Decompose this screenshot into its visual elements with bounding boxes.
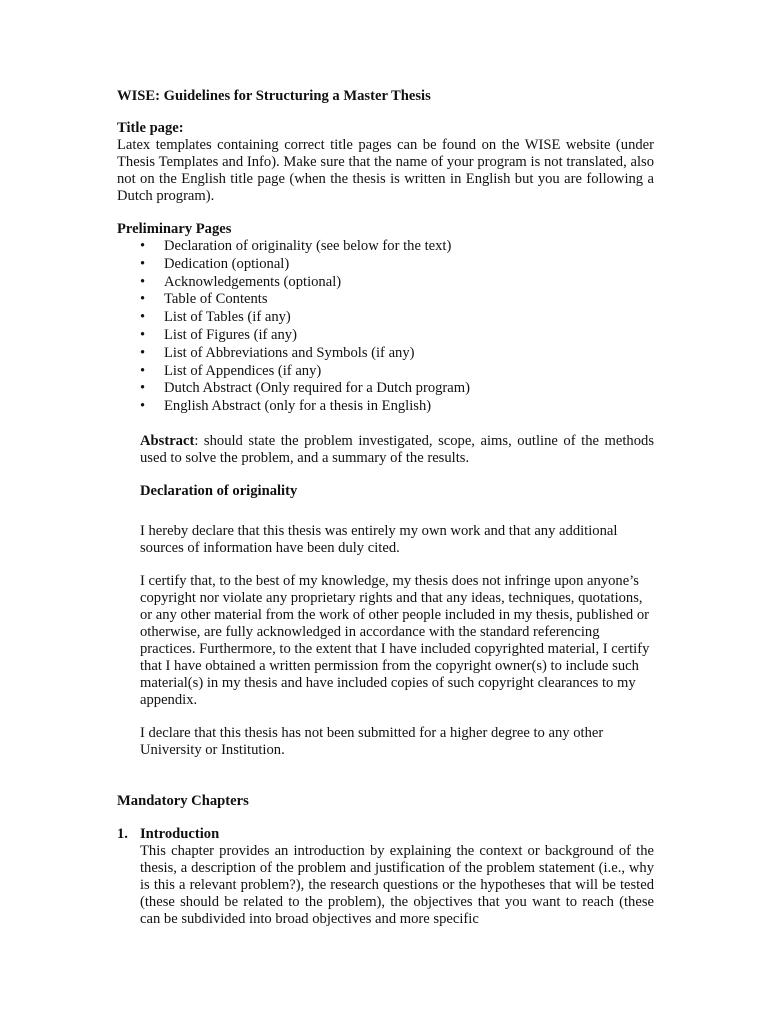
list-item (140, 256, 654, 274)
list-item (140, 238, 654, 256)
chapter-body (140, 826, 654, 928)
chapter-title: Introduction (140, 825, 220, 842)
list-item (140, 274, 654, 292)
document-page (117, 88, 654, 928)
list-item-text: List of Tables (if any) (164, 309, 291, 326)
list-item-text: Declaration of originality (see below for the text) (164, 238, 452, 254)
bullet-icon: • (140, 344, 146, 361)
preliminary-section (117, 221, 654, 467)
bullet-icon: • (140, 380, 146, 397)
list-item (140, 380, 654, 398)
declaration-paragraph-2: I certify that, to the best of my knowledge, my thesis does not infringe upon anyone’s copyright nor violate any proprietary rights and that any ideas, techniques, quotations, or any other material from the work of other people included in my thesis, published or otherwise, are fully acknowledged in accordance with the standard referencing practices. Furthermore, to the extent that I have included copyrighted material, I certify that I have obtained a written permission from the copyright owner(s) to include such material(s) in my thesis and have included copies of such copyright clearances to my appendix. (140, 572, 650, 708)
bullet-icon: • (140, 273, 146, 290)
chapter-text: This chapter provides an introduction by explaining the context or background of the thesis, a description of the problem and justification of the problem statement (i.e., why is this a relevant problem?), the research questions or the hypotheses that will be tested (these should be related to the problem), the objectives that you want to reach (these can be subdivided into broad objectives and more specific (140, 842, 654, 927)
list-item-text: List of Figures (if any) (164, 326, 297, 343)
title-page-text: Latex templates containing correct title pages can be found on the WISE website (under Thesis Templates and Info). Make sure that the name of your program is not translated, also not on the English title page (when the thesis is written in English but you are following a Dutch program). (117, 137, 654, 204)
bullet-icon: • (140, 362, 146, 379)
chapter-number: 1. (117, 825, 128, 842)
preliminary-heading: Preliminary Pages (117, 221, 232, 237)
abstract-text: : should state the problem investigated, scope, aims, outline of the methods used to solve the problem, and a summary of the results. (140, 432, 654, 466)
list-item (140, 398, 654, 416)
preliminary-list (117, 238, 654, 416)
document-title: WISE: Guidelines for Structuring a Master Thesis (117, 88, 431, 104)
list-item (140, 309, 654, 327)
bullet-icon: • (140, 238, 146, 254)
list-item (140, 345, 654, 363)
bullet-icon: • (140, 398, 146, 415)
list-item (140, 363, 654, 381)
list-item (140, 291, 654, 309)
list-item-text: Dutch Abstract (Only required for a Dutch program) (164, 380, 470, 397)
list-item-text: List of Abbreviations and Symbols (if any) (164, 344, 415, 361)
bullet-icon: • (140, 291, 146, 308)
title-page-heading: Title page: (117, 120, 184, 136)
list-item-text: List of Appendices (if any) (164, 362, 322, 379)
list-item-text: Dedication (optional) (164, 255, 290, 272)
bullet-icon: • (140, 309, 146, 326)
declaration-section (140, 483, 654, 759)
bullet-icon: • (140, 326, 146, 343)
bullet-icon: • (140, 255, 146, 272)
chapter-introduction (117, 826, 654, 928)
mandatory-chapters-heading: Mandatory Chapters (117, 792, 249, 809)
abstract-paragraph (140, 433, 654, 467)
declaration-heading: Declaration of originality (140, 482, 298, 499)
list-item (140, 327, 654, 345)
declaration-paragraph-3: I declare that this thesis has not been submitted for a higher degree to any other University or Institution. (140, 724, 604, 758)
list-item-text: Acknowledgements (optional) (164, 273, 342, 290)
declaration-paragraph-1: I hereby declare that this thesis was entirely my own work and that any additional sources of information have been duly cited. (140, 522, 618, 556)
list-item-text: English Abstract (only for a thesis in English) (164, 398, 432, 415)
abstract-label: Abstract (140, 432, 195, 449)
list-item-text: Table of Contents (164, 291, 268, 308)
title-page-section (117, 120, 654, 205)
